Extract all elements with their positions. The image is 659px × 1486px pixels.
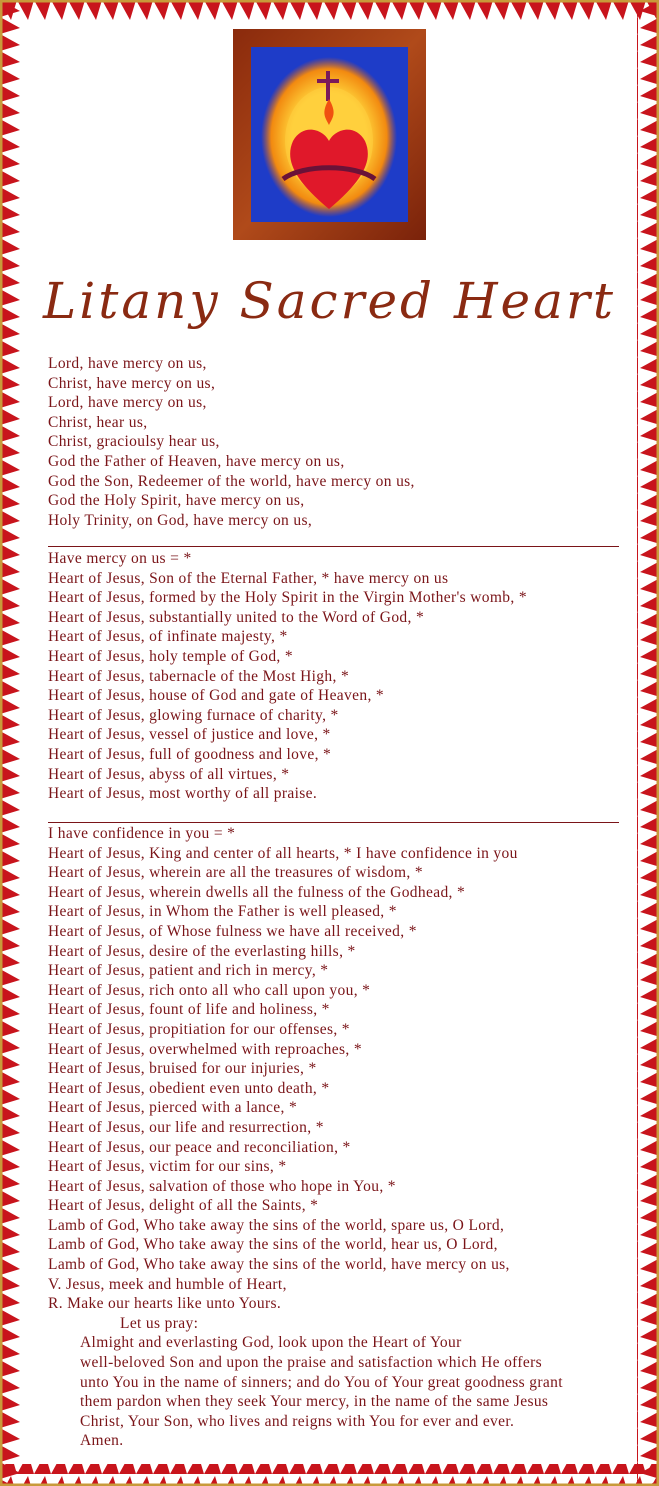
prayer-line: unto You in the name of sinners; and do You of Your great goodness grant (80, 1373, 563, 1391)
invocation-line: Heart of Jesus, our life and resurrection, * (48, 1118, 324, 1136)
sacred-heart-icon (233, 29, 426, 240)
divider (48, 546, 619, 547)
invocation-line: Heart of Jesus, King and center of all hearts, * I have confidence in you (48, 844, 518, 862)
invocation-line: Heart of Jesus, full of goodness and love, * (48, 745, 332, 763)
invocation-line: Heart of Jesus, tabernacle of the Most High, * (48, 667, 350, 685)
invocation-line: Heart of Jesus, overwhelmed with reproaches, * (48, 1040, 362, 1058)
prayer-line: Amen. (80, 1432, 124, 1450)
invocation-line: Heart of Jesus, in Whom the Father is well pleased, * (48, 903, 397, 921)
invocation-line: Lord, have mercy on us, (48, 394, 207, 412)
invocation-line: Heart of Jesus, bruised for our injuries, * (48, 1060, 317, 1078)
invocation-line: Holy Trinity, on God, have mercy on us, (48, 511, 313, 529)
invocation-line: Heart of Jesus, formed by the Holy Spirit in the Virgin Mother's womb, * (48, 589, 527, 607)
prayer-line: Christ, Your Son, who lives and reigns with You for ever and ever. (80, 1412, 515, 1430)
invocation-line: Heart of Jesus, obedient even unto death, * (48, 1079, 330, 1097)
invocation-line: Lamb of God, Who take away the sins of the world, hear us, O Lord, (48, 1236, 498, 1254)
invocation-line: Lord, have mercy on us, (48, 355, 207, 372)
invocation-line: Heart of Jesus, wherein dwells all the fulness of the Godhead, * (48, 883, 466, 901)
invocation-line: Heart of Jesus, delight of all the Saints, * (48, 1197, 319, 1215)
invocation-line: Heart of Jesus, pierced with a lance, * (48, 1099, 298, 1117)
invocation-line: Lamb of God, Who take away the sins of the world, have mercy on us, (48, 1256, 510, 1274)
prayer-line: Almight and everlasting God, look upon the Heart of Your (80, 1334, 462, 1352)
invocation-line: Heart of Jesus, rich onto all who call upon you, * (48, 981, 371, 999)
invocation-line: Heart of Jesus, glowing furnace of charity, * (48, 706, 339, 724)
section-heading: I have confidence in you = * (48, 825, 236, 842)
invocation-line: Heart of Jesus, propitiation for our offenses, * (48, 1020, 350, 1038)
invocation-line: Heart of Jesus, patient and rich in mercy, * (48, 962, 329, 980)
invocation-line: Heart of Jesus, most worthy of all praise. (48, 785, 318, 803)
invocation-line: Heart of Jesus, our peace and reconciliation, * (48, 1138, 351, 1156)
invocation-line: Christ, gracioulsy hear us, (48, 433, 220, 451)
invocation-line: Christ, hear us, (48, 413, 148, 431)
invocation-line: Heart of Jesus, wherein are all the treasures of wisdom, * (48, 864, 423, 882)
invocation-line: Heart of Jesus, victim for our sins, * (48, 1158, 287, 1176)
prayer-heading: Let us pray: (120, 1314, 199, 1332)
confidence-section (48, 824, 563, 1451)
invocation-line: Heart of Jesus, of Whose fulness we have all received, * (48, 922, 417, 940)
invocation-line: Heart of Jesus, fount of life and holiness, * (48, 1001, 330, 1019)
prayer-line: well-beloved Son and upon the praise and satisfaction which He offers (80, 1354, 543, 1372)
page-title: Litany Sacred Heart (43, 272, 616, 330)
versicle-line: V. Jesus, meek and humble of Heart, (48, 1275, 287, 1293)
invocation-line: Heart of Jesus, house of God and gate of Heaven, * (48, 687, 385, 705)
invocation-line: Heart of Jesus, substantially united to the Word of God, * (48, 608, 425, 626)
invocation-line: Heart of Jesus, holy temple of God, * (48, 647, 293, 665)
invocation-line: Heart of Jesus, of infinate majesty, * (48, 628, 288, 646)
opening-invocations (48, 354, 415, 530)
invocation-line: Heart of Jesus, desire of the everlasting hills, * (48, 942, 356, 960)
invocation-line: God the Son, Redeemer of the world, have mercy on us, (48, 472, 415, 490)
divider (48, 822, 619, 823)
mercy-section (48, 549, 527, 804)
invocation-line: Lamb of God, Who take away the sins of the world, spare us, O Lord, (48, 1216, 505, 1234)
prayer-line: them pardon when they seek Your mercy, in the name of the same Jesus (80, 1393, 549, 1411)
invocation-line: Christ, have mercy on us, (48, 374, 216, 392)
invocation-line: God the Holy Spirit, have mercy on us, (48, 492, 305, 510)
invocation-line: God the Father of Heaven, have mercy on us, (48, 452, 345, 470)
invocation-line: Heart of Jesus, Son of the Eternal Father, * have mercy on us (48, 569, 449, 587)
invocation-line: Heart of Jesus, vessel of justice and love, * (48, 726, 331, 744)
section-heading: Have mercy on us = * (48, 550, 192, 567)
response-line: R. Make our hearts like unto Yours. (48, 1295, 282, 1313)
invocation-line: Heart of Jesus, salvation of those who hope in You, * (48, 1177, 396, 1195)
invocation-line: Heart of Jesus, abyss of all virtues, * (48, 765, 290, 783)
